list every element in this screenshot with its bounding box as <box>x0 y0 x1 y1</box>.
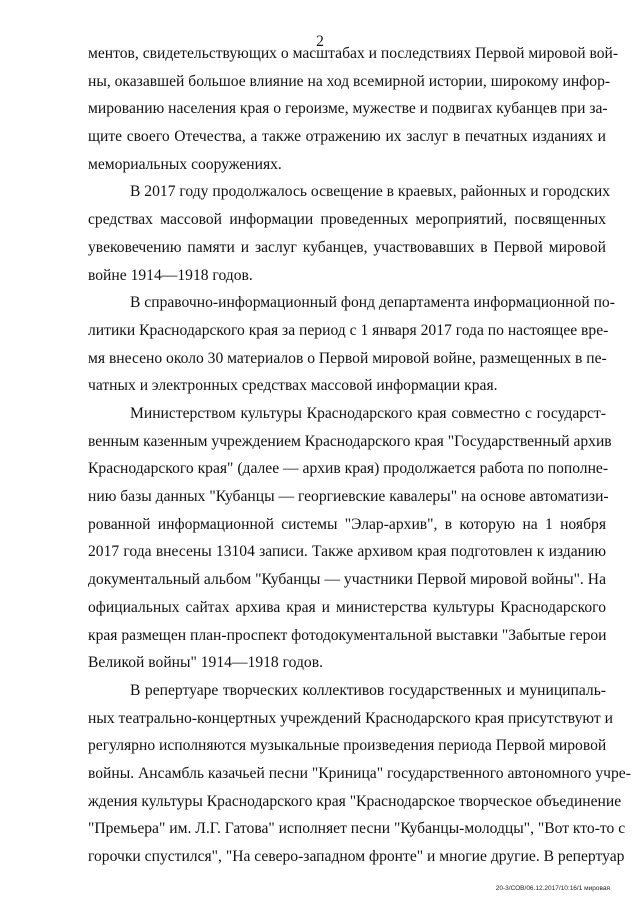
text-line: войне 1914—1918 годов. <box>88 266 253 284</box>
footer-document-code: 20-3/СОВ/06.12.2017/10:16/1 мировая <box>495 885 610 892</box>
text-line: В справочно-информационный фонд департамента информационной по- <box>130 294 615 312</box>
text-line: горочки спустился", "На северо-западном фронте" и многие другие. В репертуар <box>88 848 625 865</box>
text-line: средствах массовой информации проведенных мероприятий, посвященных <box>88 211 606 229</box>
text-line: Великой войны" 1914—1918 годов. <box>88 654 323 672</box>
text-line: регулярно исполняются музыкальные произведения периода Первой мировой <box>88 737 607 755</box>
text-line: ны, оказавшей большое влияние на ход всемирной истории, широкому инфор- <box>88 72 611 90</box>
text-line: ментов, свидетельствующих о масштабах и последствиях Первой мировой вой- <box>88 45 619 62</box>
text-line: мемориальных сооружениях. <box>88 155 282 173</box>
text-line: нию базы данных "Кубанцы — георгиевские кавалеры" на основе автоматизи- <box>88 488 609 505</box>
text-line: Краснодарского края" (далее — архив края) продолжается работа по пополне- <box>88 460 609 478</box>
text-line: мированию населения края о героизме, мужестве и подвигах кубанцев при за- <box>88 100 608 118</box>
text-line: чатных и электронных средствах массовой информации края. <box>88 377 498 395</box>
text-line: Министерством культуры Краснодарского края совместно с государст- <box>130 405 606 422</box>
text-line: "Премьера" им. Л.Г. Гатова" исполняет песни "Кубанцы-молодцы", "Вот кто-то с <box>88 820 626 838</box>
text-line: войны. Ансамбль казачьей песни "Криница" государственного автономного учре- <box>88 764 631 782</box>
text-line: рованной информационной системы "Элар-архив", в которую на 1 ноября <box>88 515 606 533</box>
text-line: 2017 года внесены 13104 записи. Также архивом края подготовлен к изданию <box>88 543 606 561</box>
text-line: увековечению памяти и заслуг кубанцев, участвовавших в Первой мировой <box>88 238 606 256</box>
text-line: ждения культуры Краснодарского края "Краснодарское творческое объединение <box>88 792 622 810</box>
text-line: щите своего Отечества, а также отражению их заслуг в печатных изданиях и <box>88 128 606 146</box>
text-line: документальный альбом "Кубанцы — участники Первой мировой войны". На <box>88 571 606 589</box>
text-line: венным казенным учреждением Краснодарского края "Государственный архив <box>88 432 612 450</box>
text-line: края размещен план-проспект фотодокументальной выставки "Забытые герои <box>88 626 607 644</box>
text-line: официальных сайтах архива края и министерства культуры Краснодарского <box>88 598 606 616</box>
text-line: ных театрально-концертных учреждений Краснодарского края присутствуют и <box>88 709 613 727</box>
text-line: литики Краснодарского края за период с 1 января 2017 года по настоящее вре- <box>88 321 609 339</box>
text-line: В 2017 году продолжалось освещение в краевых, районных и городских <box>130 183 611 201</box>
text-line: В репертуаре творческих коллективов государственных и муниципаль- <box>130 681 606 699</box>
page-number: 2 <box>316 33 324 50</box>
text-line: мя внесено около 30 материалов о Первой мировой войне, размещенных в пе- <box>88 349 607 367</box>
